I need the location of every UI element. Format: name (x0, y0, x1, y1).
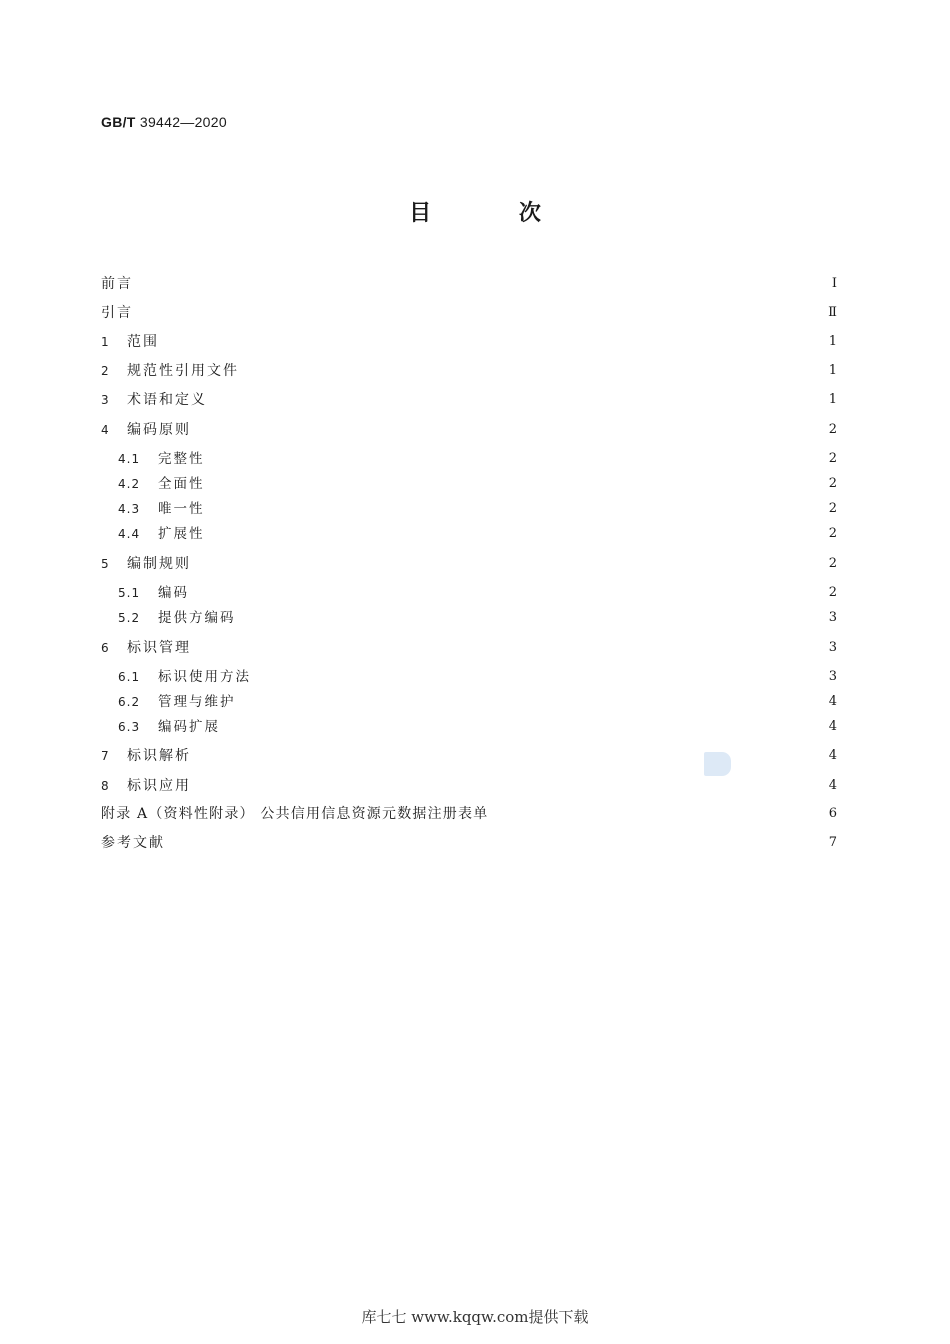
dot-leader (166, 832, 823, 854)
toc-entry-number: 1 (101, 335, 109, 349)
dot-leader (213, 523, 824, 545)
toc-entry-page: 6 (828, 806, 837, 821)
dot-leader (259, 666, 823, 688)
toc-entry-label: 完整性 (158, 451, 205, 467)
toc-entry-label: 编码 (158, 585, 189, 601)
toc-entry-page: Ⅱ (828, 305, 837, 320)
toc-entry-number: 4.2 (118, 477, 141, 491)
toc-entry-page: 3 (828, 610, 837, 625)
toc-entry-5-1[interactable] (118, 582, 837, 604)
toc-entry-label: 编码扩展 (158, 719, 220, 735)
toc-entry-2[interactable] (101, 360, 837, 382)
toc-entry-page: 2 (828, 585, 837, 600)
toc-entry-8[interactable] (101, 775, 837, 797)
toc-entry-4-2[interactable] (118, 473, 837, 495)
toc-entry-references[interactable] (101, 832, 837, 854)
standard-number: 39442—2020 (139, 114, 227, 130)
dot-leader (215, 389, 823, 411)
footer-source-note: 库七七 www.kqqw.com提供下载 (361, 1308, 589, 1326)
toc-entry-page: 2 (828, 451, 837, 466)
standard-prefix: GB/T (101, 114, 136, 130)
dot-leader (244, 607, 824, 629)
dot-leader (197, 582, 823, 604)
toc-entry-foreword[interactable] (101, 273, 837, 295)
toc-entry-page: 4 (828, 694, 837, 709)
toc-entry-label: 标识使用方法 (158, 669, 251, 685)
toc-entry-label: 前言 (101, 276, 133, 292)
dot-leader (213, 448, 824, 470)
toc-entry-label: 扩展性 (158, 526, 205, 542)
toc-entry-page: 4 (828, 719, 837, 734)
toc-entry-page: 2 (828, 476, 837, 491)
toc-entry-4-4[interactable] (118, 523, 837, 545)
toc-entry-5-2[interactable] (118, 607, 837, 629)
toc-title: 目 次 (409, 201, 581, 226)
toc-entry-label: 术语和定义 (127, 392, 207, 408)
toc-entry-label: 规范性引用文件 (127, 363, 239, 379)
dot-leader (167, 331, 823, 353)
toc-entry-number: 3 (101, 393, 109, 407)
dot-leader (199, 419, 823, 441)
toc-entry-page: Ⅰ (831, 276, 837, 291)
toc-entry-label: 编制规则 (127, 556, 191, 572)
toc-entry-4-3[interactable] (118, 498, 837, 520)
standard-code (101, 114, 227, 130)
toc-entry-label: 提供方编码 (158, 610, 236, 626)
toc-entry-number: 7 (101, 749, 109, 763)
toc-entry-label: 唯一性 (158, 501, 205, 517)
toc-entry-number: 6.3 (118, 720, 141, 734)
toc-entry-label: 全面性 (158, 476, 205, 492)
toc-entry-page: 2 (828, 422, 837, 437)
toc-entry-6[interactable] (101, 637, 837, 659)
toc-entry-page: 2 (828, 556, 837, 571)
toc-entry-number: 4.3 (118, 502, 141, 516)
toc-entry-label: 参考文献 (101, 835, 165, 851)
toc-entry-page: 1 (828, 363, 837, 378)
toc-entry-number: 4.4 (118, 527, 141, 541)
dot-leader (496, 803, 823, 825)
toc-entry-4[interactable] (101, 419, 837, 441)
toc-entry-number: 6.2 (118, 695, 141, 709)
dot-leader (213, 473, 824, 495)
toc-entry-page: 4 (828, 748, 837, 763)
toc-entry-6-3[interactable] (118, 716, 837, 738)
toc-entry-number: 6 (101, 641, 109, 655)
toc-entry-label: 管理与维护 (158, 694, 236, 710)
toc-entry-introduction[interactable] (101, 302, 837, 324)
toc-entry-number: 8 (101, 779, 109, 793)
dot-leader (199, 637, 823, 659)
toc-entry-1[interactable] (101, 331, 837, 353)
toc-entry-label: 范围 (127, 334, 159, 350)
dot-leader (141, 302, 823, 324)
toc-entry-page: 2 (828, 526, 837, 541)
toc-entry-4-1[interactable] (118, 448, 837, 470)
toc-entry-5[interactable] (101, 553, 837, 575)
toc-entry-page: 1 (828, 334, 837, 349)
toc-entry-label: 引言 (101, 305, 133, 321)
toc-entry-page: 3 (828, 669, 837, 684)
toc-entry-label: 附录 A（资料性附录） 公共信用信息资源元数据注册表单 (101, 806, 489, 822)
dot-leader (213, 498, 824, 520)
toc-entry-label: 编码原则 (127, 422, 191, 438)
toc-entry-appendix-a[interactable] (101, 803, 837, 825)
toc-entry-page: 2 (828, 501, 837, 516)
toc-entry-number: 4.1 (118, 452, 141, 466)
dot-leader (228, 716, 823, 738)
dot-leader (247, 360, 823, 382)
watermark-logo (704, 752, 731, 776)
toc-entry-page: 7 (828, 835, 837, 850)
toc-entry-number: 5 (101, 557, 109, 571)
toc-entry-number: 2 (101, 364, 109, 378)
toc-entry-3[interactable] (101, 389, 837, 411)
toc-entry-page: 3 (828, 640, 837, 655)
dot-leader (199, 553, 823, 575)
dot-leader (141, 273, 823, 295)
toc-entry-label: 标识管理 (127, 640, 191, 656)
dot-leader (199, 775, 823, 797)
toc-entry-label: 标识解析 (127, 748, 191, 764)
toc-entry-label: 标识应用 (127, 778, 191, 794)
toc-entry-number: 5.2 (118, 611, 141, 625)
toc-entry-page: 1 (828, 392, 837, 407)
dot-leader (244, 691, 824, 713)
toc-entry-6-1[interactable] (118, 666, 837, 688)
toc-entry-number: 4 (101, 423, 109, 437)
toc-entry-number: 6.1 (118, 670, 141, 684)
toc-entry-page: 4 (828, 778, 837, 793)
toc-entry-6-2[interactable] (118, 691, 837, 713)
toc-entry-number: 5.1 (118, 586, 141, 600)
